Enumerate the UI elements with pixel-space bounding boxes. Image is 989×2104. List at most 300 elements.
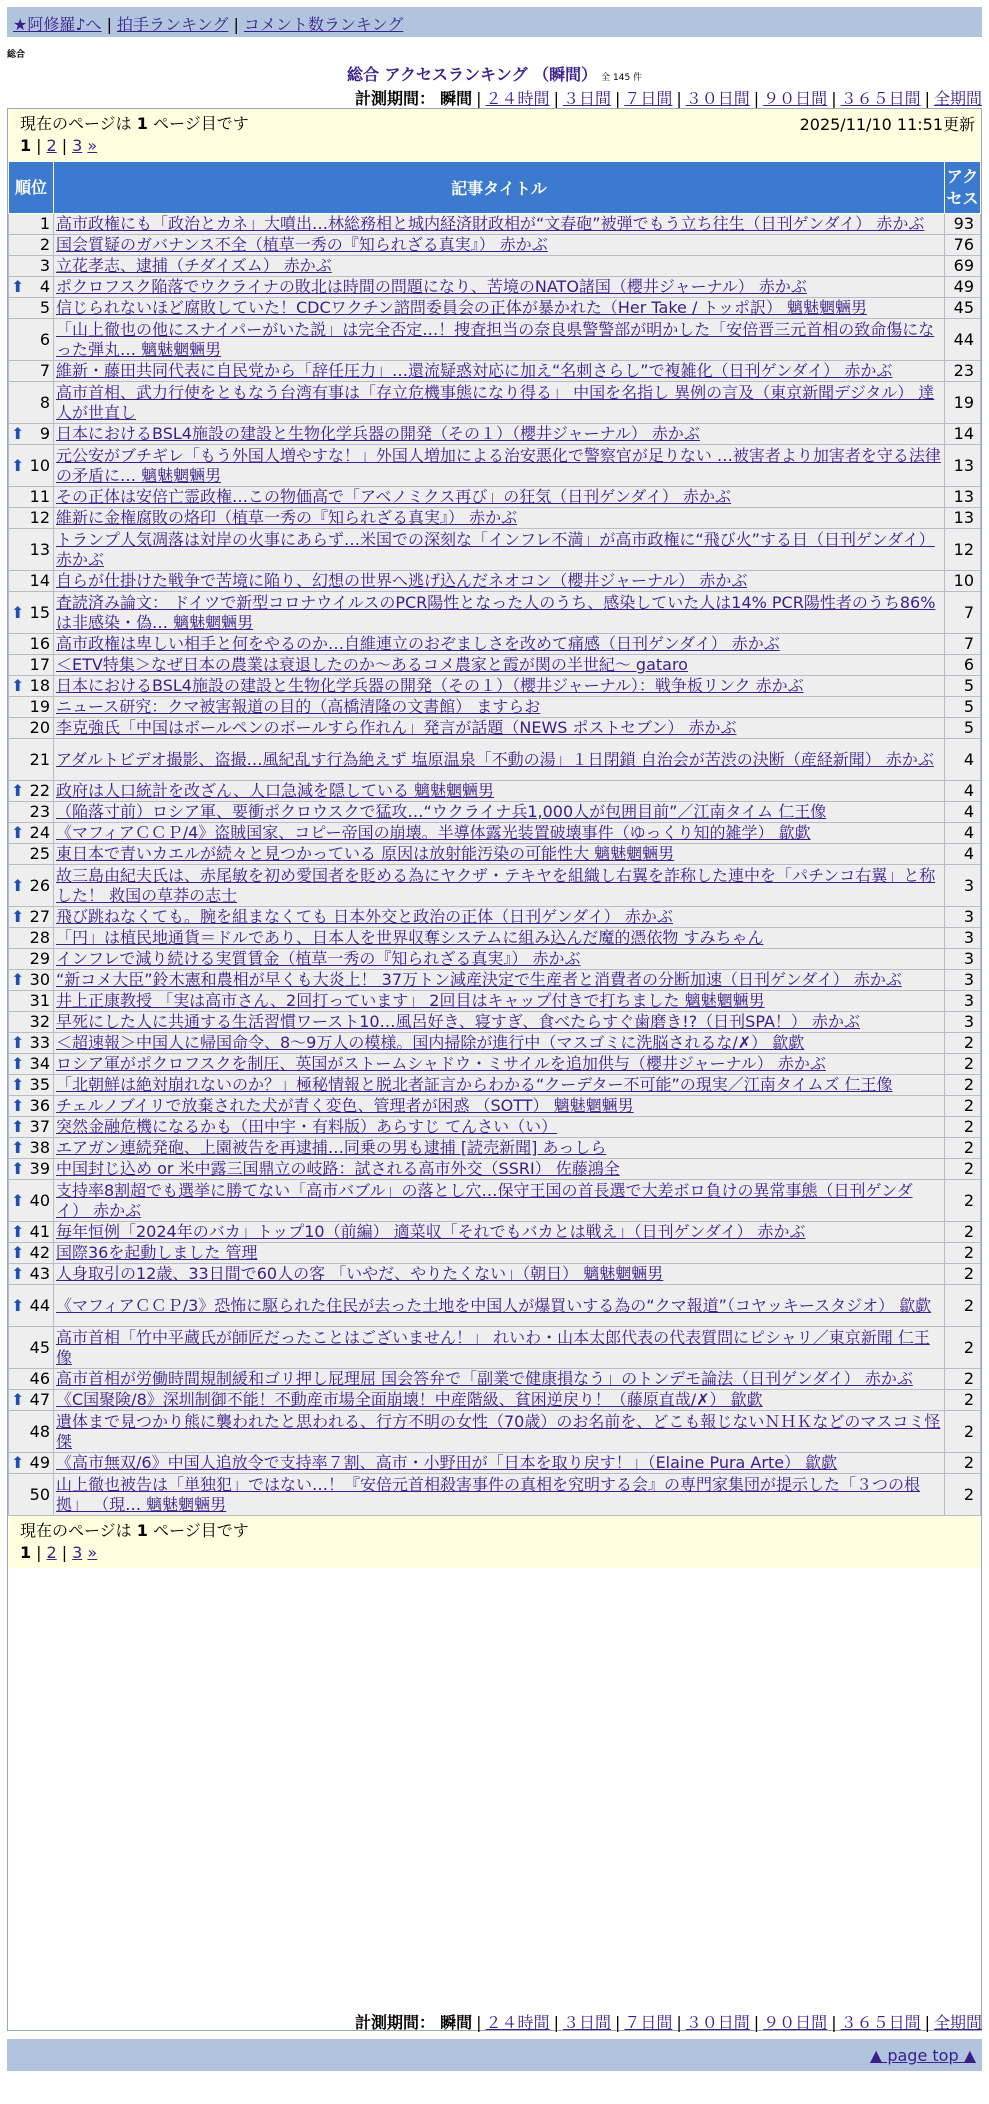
access-count: 13	[945, 445, 981, 487]
article-link[interactable]: 「山上徹也の他にスナイパーがいた説」は完全否定…！捜査担当の奈良県警警部が明かした「安倍晋三元首相の致命傷になった弾丸… 魑魅魍魎男	[56, 319, 935, 359]
access-count: 4	[945, 823, 981, 844]
table-row	[9, 529, 981, 571]
rank-cell	[9, 361, 54, 382]
title-cell	[54, 382, 945, 424]
title-cell	[54, 1453, 945, 1474]
rank-cell	[9, 676, 54, 697]
updated-timestamp: 2025/11/10 11:51更新	[799, 115, 975, 134]
rank-up-arrow-icon: ⬆	[11, 1390, 25, 1409]
rank-cell	[9, 1264, 54, 1285]
rank-cell	[9, 1033, 54, 1054]
ranking-title: 総合 アクセスランキング （瞬間）	[346, 65, 598, 84]
page-top-link[interactable]: ▲ page top ▲	[869, 2046, 976, 2065]
table-row	[9, 844, 981, 865]
rank-number: 2	[39, 235, 50, 254]
article-link[interactable]: 毎年恒例「2024年のバカ」トップ10（前編） 適菜収「それでもバカとは戦え」（日刊ゲンダイ） 赤かぶ	[56, 1222, 806, 1241]
table-row	[9, 655, 981, 676]
table-row	[9, 991, 981, 1012]
title-cell	[54, 256, 945, 277]
access-count: 5	[945, 676, 981, 697]
table-row	[9, 592, 981, 634]
table-row	[9, 865, 981, 907]
rank-cell	[9, 1327, 54, 1369]
title-cell	[54, 991, 945, 1012]
access-count: 2	[945, 1075, 981, 1096]
rank-number: 3	[39, 256, 50, 275]
table-row	[9, 1411, 981, 1453]
rank-cell	[9, 571, 54, 592]
table-row	[9, 424, 981, 445]
next-page-link[interactable]: »	[87, 136, 98, 155]
title-cell	[54, 697, 945, 718]
table-row	[9, 508, 981, 529]
title-cell	[54, 970, 945, 991]
rank-cell	[9, 781, 54, 802]
article-link[interactable]: チェルノブイリで放棄された犬が青く変色、管理者が困惑 （SOTT） 魑魅魍魎男	[56, 1096, 634, 1115]
title-cell	[54, 445, 945, 487]
next-page-link[interactable]: »	[87, 1543, 98, 1562]
period-link-all[interactable]: 全期間	[933, 89, 982, 108]
period-selector-bottom: 計測期間： 瞬間 | ２４時間 | ３日間 | ７日間 | ３０日間 | ９０日間 | ３６５日間 | 全期間	[355, 2013, 982, 2032]
table-row	[9, 1243, 981, 1264]
rank-cell	[9, 1138, 54, 1159]
rank-number: 35	[29, 1075, 50, 1094]
rank-number: 49	[29, 1453, 50, 1472]
article-link[interactable]: 「円」は植民地通貨＝ドルであり、日本人を世界収奪システムに組み込んだ魔的憑依物 すみちゃん	[56, 928, 764, 947]
page-current: 1	[20, 1543, 32, 1562]
period-link-24h[interactable]: ２４時間	[485, 2013, 550, 2032]
title-cell	[54, 928, 945, 949]
rank-number: 18	[29, 676, 50, 695]
rank-number: 31	[29, 991, 50, 1010]
access-count: 2	[945, 1453, 981, 1474]
rank-number: 12	[29, 508, 50, 527]
rank-number: 11	[29, 487, 50, 506]
page-current: 1	[20, 136, 32, 155]
article-link[interactable]: ロシア軍がポクロフスクを制圧、英国がストームシャドウ・ミサイルを追加供与（櫻井ジャーナル） 赤かぶ	[56, 1054, 826, 1073]
rank-cell	[9, 592, 54, 634]
period-link-30d[interactable]: ３０日間	[685, 89, 750, 108]
article-link[interactable]: 日本におけるBSL4施設の建設と生物化学兵器の開発（その１）（櫻井ジャーナル） 赤かぶ	[56, 424, 700, 443]
title-cell	[54, 1159, 945, 1180]
table-row	[9, 739, 981, 781]
title-cell	[54, 802, 945, 823]
access-count: 14	[945, 424, 981, 445]
nav-link-applause-ranking[interactable]: 拍手ランキング	[116, 15, 229, 34]
rank-cell	[9, 235, 54, 256]
access-count: 13	[945, 508, 981, 529]
access-count: 5	[945, 697, 981, 718]
rank-number: 48	[29, 1421, 50, 1441]
rank-number: 39	[29, 1159, 50, 1178]
article-link[interactable]: インフレで減り続ける実質賃金（植草一秀の『知られざる真実』） 赤かぶ	[56, 949, 581, 968]
title-cell	[54, 949, 945, 970]
rank-number: 40	[29, 1190, 50, 1210]
total-count: 全 145 件	[601, 73, 643, 83]
category-label: 総合	[7, 50, 26, 60]
rank-up-arrow-icon: ⬆	[11, 1117, 25, 1136]
rank-number: 38	[29, 1138, 50, 1157]
access-count: 3	[945, 949, 981, 970]
rank-cell	[9, 1054, 54, 1075]
rank-cell	[9, 277, 54, 298]
table-row	[9, 970, 981, 991]
rank-up-arrow-icon: ⬆	[11, 1033, 25, 1052]
access-count: 2	[945, 1180, 981, 1222]
rank-cell	[9, 1180, 54, 1222]
article-link[interactable]: 信じられないほど腐敗していた！CDCワクチン諮問委員会の正体が暴かれた（Her Take / トッポ訳） 魑魅魍魎男	[56, 298, 868, 317]
rank-cell	[9, 256, 54, 277]
table-row	[9, 781, 981, 802]
rank-number: 47	[29, 1390, 50, 1409]
period-link-24h[interactable]: ２４時間	[485, 89, 550, 108]
article-link[interactable]: 中国封じ込め or 米中露三国鼎立の岐路：試される高市外交（SSRI） 佐藤鴻全	[56, 1159, 620, 1178]
rank-number: 29	[29, 949, 50, 968]
title-cell	[54, 529, 945, 571]
rank-number: 26	[29, 875, 50, 895]
article-link[interactable]: トランプ人気凋落は対岸の火事にあらず…米国での深刻な「インフレ不満」が高市政権に“飛び火”する日（日刊ゲンダイ） 赤かぶ	[56, 529, 935, 569]
access-count: 49	[945, 277, 981, 298]
nav-link-comment-ranking[interactable]: コメント数ランキング	[243, 15, 404, 34]
rank-cell	[9, 739, 54, 781]
rank-cell	[9, 1159, 54, 1180]
rank-number: 30	[29, 970, 50, 989]
table-row	[9, 382, 981, 424]
rank-number: 19	[29, 697, 50, 716]
rank-up-arrow-icon: ⬆	[11, 875, 25, 895]
rank-up-arrow-icon: ⬆	[11, 1075, 25, 1094]
rank-up-arrow-icon: ⬆	[11, 781, 25, 800]
page-link-3[interactable]: 3	[72, 136, 83, 155]
title-cell	[54, 655, 945, 676]
table-row	[9, 256, 981, 277]
rank-up-arrow-icon: ⬆	[11, 907, 25, 926]
rank-cell	[9, 445, 54, 487]
title-cell	[54, 1012, 945, 1033]
title-cell	[54, 823, 945, 844]
title-cell	[54, 1264, 945, 1285]
article-link[interactable]: 支持率8割超でも選挙に勝てない「高市バブル」の落とし穴…保守王国の首長選で大差ボロ負けの異常事態（日刊ゲンダイ） 赤かぶ	[56, 1180, 913, 1220]
article-link[interactable]: 高市首相、武力行使をともなう台湾有事は「存立危機事態になり得る」 中国を名指し 異例の言及（東京新聞デジタル） 達人が世直し	[56, 382, 935, 422]
article-link[interactable]: 立花孝志、逮捕（チダイズム） 赤かぶ	[56, 256, 332, 275]
article-link[interactable]: ニュース研究：クマ被害報道の目的（高橋清隆の文書館） ますらお	[56, 697, 541, 716]
table-row	[9, 1474, 981, 1516]
title-cell	[54, 1054, 945, 1075]
rank-number: 16	[29, 634, 50, 653]
rank-number: 36	[29, 1096, 50, 1115]
rank-number: 15	[29, 602, 50, 622]
rank-cell	[9, 823, 54, 844]
title-cell	[54, 1075, 945, 1096]
rank-number: 21	[29, 749, 50, 769]
access-count: 2	[945, 1285, 981, 1327]
access-count: 19	[945, 382, 981, 424]
ranking-box	[7, 108, 982, 2031]
rank-cell	[9, 487, 54, 508]
page-title	[0, 62, 989, 85]
article-link[interactable]: 《マフィアＣＣＰ/4》盗賊国家、コピー帝国の崩壊。半導体露光装置破壊事件（ゆっくり知的雑学） 歙歔	[56, 823, 811, 842]
rank-cell	[9, 949, 54, 970]
rank-cell	[9, 928, 54, 949]
article-link[interactable]: 《高市無双/6》中国人追放令で支持率７割、高市・小野田が「日本を取り戻す！」（Elaine Pura Arte） 歙歔	[56, 1453, 838, 1472]
article-link[interactable]: 高市首相が労働時間規制緩和ゴリ押し屁理屈 国会答弁で「副業で健康損なう」のトンデモ論法（日刊ゲンダイ） 赤かぶ	[56, 1369, 913, 1388]
pager-top	[8, 109, 981, 161]
access-count: 2	[945, 1138, 981, 1159]
table-row	[9, 1138, 981, 1159]
rank-cell	[9, 1390, 54, 1411]
period-link-90d[interactable]: ９０日間	[763, 2013, 828, 2032]
rank-up-arrow-icon: ⬆	[11, 602, 25, 622]
rank-cell	[9, 844, 54, 865]
access-count: 2	[945, 1411, 981, 1453]
title-cell	[54, 1327, 945, 1369]
rank-number: 37	[29, 1117, 50, 1136]
article-link[interactable]: “新コメ大臣”鈴木憲和農相が早くも大炎上！ 37万トン減産決定で生産者と消費者の分断加速（日刊ゲンダイ） 赤かぶ	[56, 970, 902, 989]
article-link[interactable]: 査読済み論文： ドイツで新型コロナウイルスのPCR陽性となった人のうち、感染していた人は14% PCR陽性者のうち86%は非感染・偽… 魑魅魍魎男	[56, 592, 936, 632]
page-link-3[interactable]: 3	[72, 1543, 83, 1562]
access-count: 4	[945, 802, 981, 823]
rank-cell	[9, 1117, 54, 1138]
article-link[interactable]: 維新・藤田共同代表に自民党から「辞任圧力」…還流疑惑対応に加え“名刺さらし”で複雑化（日刊ゲンダイ） 赤かぶ	[56, 361, 893, 380]
access-count: 2	[945, 1264, 981, 1285]
article-link[interactable]: 政府は人口統計を改ざん、人口急減を隠している 魑魅魍魎男	[56, 781, 495, 800]
access-count: 93	[945, 214, 981, 235]
title-header: 記事タイトル	[54, 162, 945, 214]
access-count: 2	[945, 1159, 981, 1180]
article-link[interactable]: 山上徹也被告は「単独犯」ではない…！『安倍元首相殺害事件の真相を究明する会』の専門家集団が提示した「３つの根拠」 （現… 魑魅魍魎男	[56, 1474, 921, 1514]
nav-link-asyura[interactable]: ★阿修羅♪へ	[13, 15, 102, 34]
rank-cell	[9, 424, 54, 445]
article-link[interactable]: 自らが仕掛けた戦争で苦境に陥り、幻想の世界へ逃げ込んだネオコン（櫻井ジャーナル） 赤かぶ	[56, 571, 748, 590]
period-link-90d[interactable]: ９０日間	[763, 89, 828, 108]
table-row	[9, 361, 981, 382]
page-link-2[interactable]: 2	[46, 1543, 57, 1562]
article-link[interactable]: ＜ETV特集＞なぜ日本の農業は衰退したのか～あるコメ農家と霞が関の半世紀～ gataro	[56, 655, 688, 674]
access-count: 2	[945, 1222, 981, 1243]
access-count: 2	[945, 1243, 981, 1264]
title-cell	[54, 718, 945, 739]
article-link[interactable]: 故三島由紀夫氏は、赤尾敏を初め愛国者を貶める為にヤクザ・テキヤを組織し右翼を詐称した連中を「パチンコ右翼」と称した！ 救国の草莽の志士	[56, 865, 936, 905]
bottom-bar	[7, 2039, 982, 2071]
title-cell	[54, 1285, 945, 1327]
table-row	[9, 1054, 981, 1075]
title-cell	[54, 907, 945, 928]
rank-number: 28	[29, 928, 50, 947]
rank-number: 27	[29, 907, 50, 926]
article-link[interactable]: 人身取引の12歳、33日間で60人の客 「いやだ、やりたくない」（朝日） 魑魅魍魎男	[56, 1264, 664, 1283]
article-link[interactable]: アダルトビデオ撮影、盗撮…風紀乱す行為絶えず 塩原温泉「不動の湯」１日閉鎖 自治会が苦渋の決断（産経新聞） 赤かぶ	[56, 749, 934, 769]
article-link[interactable]: （陥落寸前）ロシア軍、要衝ポクロウスクで猛攻…“ウクライナ兵1,000人が包囲目前”／江南タイム 仁王像	[56, 802, 827, 821]
period-link-7d[interactable]: ７日間	[624, 2013, 673, 2032]
rank-number: 24	[29, 823, 50, 842]
article-link[interactable]: 《マフィアＣＣＰ/3》恐怖に駆られた住民が去った土地を中国人が爆買いする為の“クマ報道”（コヤッキースタジオ） 歙歔	[56, 1295, 932, 1315]
article-link[interactable]: 早死にした人に共通する生活習慣ワースト10…風呂好き、寝すぎ、食べたらすぐ歯磨き!?（日刊SPA！） 赤かぶ	[56, 1012, 860, 1031]
article-link[interactable]: 飛び跳ねなくても。腕を組まなくても 日本外交と政治の正体（日刊ゲンダイ） 赤かぶ	[56, 907, 673, 926]
article-link[interactable]: その正体は安倍亡霊政権…この物価高で「アベノミクス再び」の狂気（日刊ゲンダイ） 赤かぶ	[56, 487, 732, 506]
nav-separator: |	[233, 15, 239, 34]
rank-cell	[9, 1222, 54, 1243]
rank-up-arrow-icon: ⬆	[11, 455, 25, 475]
rank-number: 6	[39, 329, 50, 349]
rank-cell	[9, 1285, 54, 1327]
table-row	[9, 1075, 981, 1096]
table-row	[9, 214, 981, 235]
rank-cell	[9, 319, 54, 361]
period-link-3d[interactable]: ３日間	[562, 2013, 611, 2032]
pager-status: 現在のページは 1 ページ目です	[20, 1521, 249, 1540]
rank-cell	[9, 718, 54, 739]
period-link-30d[interactable]: ３０日間	[685, 2013, 750, 2032]
access-count: 3	[945, 970, 981, 991]
current-page: 1	[136, 114, 148, 133]
table-row	[9, 907, 981, 928]
table-row	[9, 1369, 981, 1390]
access-count: 7	[945, 634, 981, 655]
title-cell	[54, 1243, 945, 1264]
rank-number: 25	[29, 844, 50, 863]
title-cell	[54, 487, 945, 508]
page-link-2[interactable]: 2	[46, 136, 57, 155]
title-cell	[54, 1222, 945, 1243]
access-count: 2	[945, 1327, 981, 1369]
title-cell	[54, 1138, 945, 1159]
table-row	[9, 718, 981, 739]
table-row	[9, 928, 981, 949]
table-row	[9, 445, 981, 487]
title-cell	[54, 235, 945, 256]
title-cell	[54, 592, 945, 634]
article-link[interactable]: 国会質疑のガバナンス不全（植草一秀の『知られざる真実』） 赤かぶ	[56, 235, 548, 254]
rank-cell	[9, 1369, 54, 1390]
rank-up-arrow-icon: ⬆	[11, 424, 25, 443]
access-count: 3	[945, 1012, 981, 1033]
title-cell	[54, 1117, 945, 1138]
article-link[interactable]: ポクロフスク陥落でウクライナの敗北は時間の問題になり、苦境のNATO諸国（櫻井ジャーナル） 赤かぶ	[56, 277, 807, 296]
rank-up-arrow-icon: ⬆	[11, 1138, 25, 1157]
rank-number: 14	[29, 571, 50, 590]
table-row	[9, 1390, 981, 1411]
article-link[interactable]: 突然金融危機になるかも（田中宇・有料版）あらすじ てんさい（い）	[56, 1117, 558, 1136]
rank-cell	[9, 382, 54, 424]
rank-number: 34	[29, 1054, 50, 1073]
page-numbers: 1 | 2 | 3 »	[20, 136, 98, 155]
article-link[interactable]: 国際36を起動しました 管理	[56, 1243, 258, 1262]
title-cell	[54, 865, 945, 907]
title-cell	[54, 298, 945, 319]
article-link[interactable]: 日本におけるBSL4施設の建設と生物化学兵器の開発（その１）（櫻井ジャーナル）：戦争板リンク 赤かぶ	[56, 676, 804, 695]
rank-number: 32	[29, 1012, 50, 1031]
rank-up-arrow-icon: ⬆	[11, 1243, 25, 1262]
table-row	[9, 823, 981, 844]
period-link-365d[interactable]: ３６５日間	[840, 89, 921, 108]
rank-cell	[9, 1096, 54, 1117]
rank-number: 4	[39, 277, 50, 296]
title-cell	[54, 424, 945, 445]
article-link[interactable]: ＜超速報＞中国人に帰国命令、8～9万人の模様。国内掃除が進行中（マスゴミに洗脳されるな/✗） 歙歔	[56, 1033, 805, 1052]
period-label: 計測期間：	[355, 89, 436, 108]
article-link[interactable]: 東日本で青いカエルが続々と見つかっている 原因は放射能汚染の可能性大 魑魅魍魎男	[56, 844, 675, 863]
table-row	[9, 298, 981, 319]
rank-number: 10	[29, 455, 50, 475]
table-row	[9, 802, 981, 823]
rank-cell	[9, 1474, 54, 1516]
rank-number: 7	[39, 361, 50, 380]
access-count: 4	[945, 781, 981, 802]
title-cell	[54, 1369, 945, 1390]
period-link-365d[interactable]: ３６５日間	[840, 2013, 921, 2032]
article-link[interactable]: 遺体まで見つかり熊に襲われたと思われる、行方不明の女性（70歳）のお名前を、どこも報じないＮＨＫなどのマスコミ怪傑	[56, 1411, 941, 1451]
article-link[interactable]: 《C国聚険/8》深圳制御不能！不動産市場全面崩壊！中産階級、貧困逆戻り！（藤原直哉/✗） 歙歔	[56, 1390, 763, 1409]
rank-up-arrow-icon: ⬆	[11, 277, 25, 296]
access-count: 2	[945, 1054, 981, 1075]
title-cell	[54, 1033, 945, 1054]
title-cell	[54, 781, 945, 802]
period-link-3d[interactable]: ３日間	[562, 89, 611, 108]
period-link-all[interactable]: 全期間	[933, 2013, 982, 2032]
access-count: 2	[945, 1390, 981, 1411]
title-cell	[54, 571, 945, 592]
article-link[interactable]: 高市首相「竹中平蔵氏が師匠だったことはございません！」 れいわ・山本太郎代表の代表質問にピシャリ／東京新聞 仁王像	[56, 1327, 930, 1367]
article-link[interactable]: 維新に金権腐敗の烙印（植草一秀の『知られざる真実』） 赤かぶ	[56, 508, 518, 527]
rank-cell	[9, 655, 54, 676]
article-link[interactable]: 井上正康教授 「実は高市さん、2回打っています」 2回目はキャップ付きで打ちました 魑魅魍魎男	[56, 991, 765, 1010]
pager-status: 現在のページは 1 ページ目です	[20, 114, 249, 133]
rank-number: 46	[29, 1369, 50, 1388]
rank-cell	[9, 991, 54, 1012]
access-count: 45	[945, 298, 981, 319]
title-cell	[54, 319, 945, 361]
article-link[interactable]: 李克強氏「中国はボールペンのボールすら作れん」発言が話題（NEWS ポストセブン） 赤かぶ	[56, 718, 737, 737]
article-link[interactable]: 「北朝鮮は絶対崩れないのか？」極秘情報と脱北者証言からわかる“クーデター不可能”の現実／江南タイムズ 仁王像	[56, 1075, 893, 1094]
table-row	[9, 235, 981, 256]
rank-number: 22	[29, 781, 50, 800]
table-row	[9, 1327, 981, 1369]
table-row	[9, 634, 981, 655]
article-link[interactable]: エアガン連続発砲、上園被告を再逮捕…同乗の男も逮捕 [読売新聞] あっしら	[56, 1138, 607, 1157]
title-cell	[54, 739, 945, 781]
rank-cell	[9, 1075, 54, 1096]
rank-cell	[9, 214, 54, 235]
rank-number: 50	[29, 1484, 50, 1504]
access-count: 2	[945, 1117, 981, 1138]
access-count: 12	[945, 529, 981, 571]
period-current: 瞬間	[440, 89, 473, 108]
rank-cell	[9, 634, 54, 655]
period-selector-top: 計測期間： 瞬間 | ２４時間 | ３日間 | ７日間 | ３０日間 | ９０日間 | ３６５日間 | 全期間	[355, 89, 982, 108]
article-link[interactable]: 高市政権は卑しい相手と何をやるのか…自維連立のおぞましさを改めて痛感（日刊ゲンダイ） 赤かぶ	[56, 634, 780, 653]
access-count: 13	[945, 487, 981, 508]
table-row	[9, 697, 981, 718]
table-row	[9, 1222, 981, 1243]
period-link-7d[interactable]: ７日間	[624, 89, 673, 108]
rank-cell	[9, 865, 54, 907]
article-link[interactable]: 高市政権にも「政治とカネ」大噴出…林総務相と城内経済財政相が“文春砲”被弾でもう立ち往生（日刊ゲンダイ） 赤かぶ	[56, 214, 925, 233]
title-cell	[54, 277, 945, 298]
article-link[interactable]: 元公安がブチギレ「もう外国人増やすな！」外国人増加による治安悪化で警察官が足りない …被害者より加害者を守る法律の矛盾に… 魑魅魍魎男	[56, 445, 941, 485]
page-numbers: 1 | 2 | 3 »	[20, 1543, 98, 1562]
rank-up-arrow-icon: ⬆	[11, 1190, 25, 1210]
rank-cell	[9, 1243, 54, 1264]
title-cell	[54, 1096, 945, 1117]
rank-number: 23	[29, 802, 50, 821]
rank-cell	[9, 1411, 54, 1453]
rank-up-arrow-icon: ⬆	[11, 676, 25, 695]
access-count: 69	[945, 256, 981, 277]
access-count: 2	[945, 1369, 981, 1390]
title-cell	[54, 1474, 945, 1516]
table-row	[9, 1159, 981, 1180]
table-row	[9, 1033, 981, 1054]
